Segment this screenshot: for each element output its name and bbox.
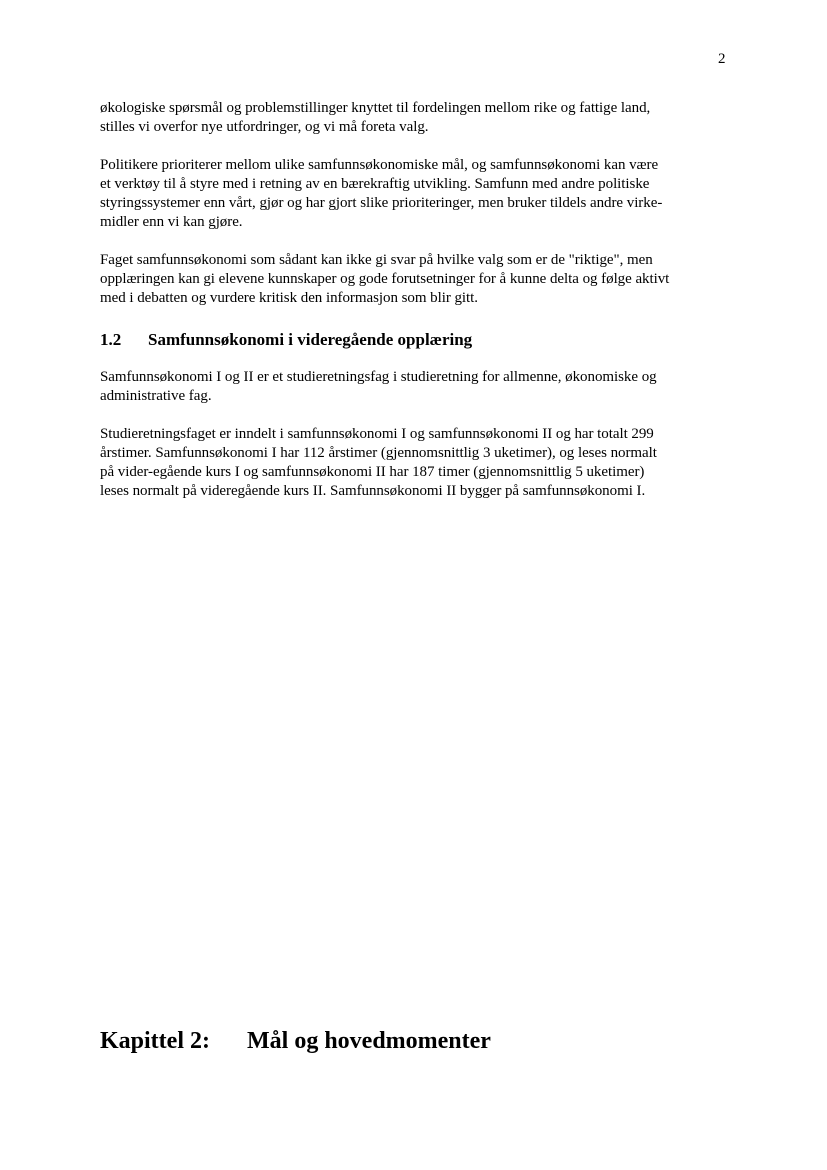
- text-line: på vider-egående kurs I og samfunnsøkonomi II har 187 timer (gjennomsnittlig 5 uketimer): [100, 464, 645, 480]
- text-line: stilles vi overfor nye utfordringer, og vi må foreta valg.: [100, 119, 429, 135]
- paragraph: [100, 251, 740, 308]
- chapter-heading: [100, 1026, 491, 1056]
- text-line: Faget samfunnsøkonomi som sådant kan ikke gi svar på hvilke valg som er de "riktige", men: [100, 252, 653, 268]
- text-line: årstimer. Samfunnsøkonomi I har 112 årstimer (gjennomsnittlig 3 uketimer), og leses normalt: [100, 445, 657, 461]
- section-number: 1.2: [100, 330, 122, 349]
- text-line: et verktøy til å styre med i retning av en bærekraftig utvikling. Samfunn med andre politiske: [100, 176, 650, 192]
- text-line: økologiske spørsmål og problemstillinger knyttet til fordelingen mellom rike og fattige land,: [100, 100, 651, 116]
- text-line: leses normalt på videregående kurs II. Samfunnsøkonomi II bygger på samfunnsøkonomi I.: [100, 483, 646, 499]
- page-number: 2: [718, 51, 726, 67]
- section-title: Samfunnsøkonomi i videregående opplæring: [148, 330, 473, 349]
- text-line: styringssystemer enn vårt, gjør og har gjort slike prioriteringer, men bruker tildels andre virke-: [100, 195, 663, 211]
- text-line: administrative fag.: [100, 388, 212, 404]
- text-line: midler enn vi kan gjøre.: [100, 214, 243, 230]
- section-heading: [100, 329, 740, 351]
- text-line: opplæringen kan gi elevene kunnskaper og gode forutsetninger for å kunne delta og følge aktivt: [100, 271, 670, 287]
- chapter-title: Mål og hovedmomenter: [247, 1028, 491, 1055]
- chapter-label: Kapittel 2:: [100, 1028, 210, 1055]
- body-text: [100, 99, 740, 520]
- text-line: Samfunnsøkonomi I og II er et studieretningsfag i studieretning for allmenne, økonomiske og: [100, 369, 657, 385]
- paragraph: [100, 425, 740, 501]
- text-line: med i debatten og vurdere kritisk den informasjon som blir gitt.: [100, 290, 478, 306]
- text-line: Politikere prioriterer mellom ulike samfunnsøkonomiske mål, og samfunnsøkonomi kan være: [100, 157, 659, 173]
- text-line: Studieretningsfaget er inndelt i samfunnsøkonomi I og samfunnsøkonomi II og har totalt 299: [100, 426, 654, 442]
- paragraph: [100, 156, 740, 232]
- paragraph: [100, 368, 740, 406]
- paragraph: [100, 99, 740, 137]
